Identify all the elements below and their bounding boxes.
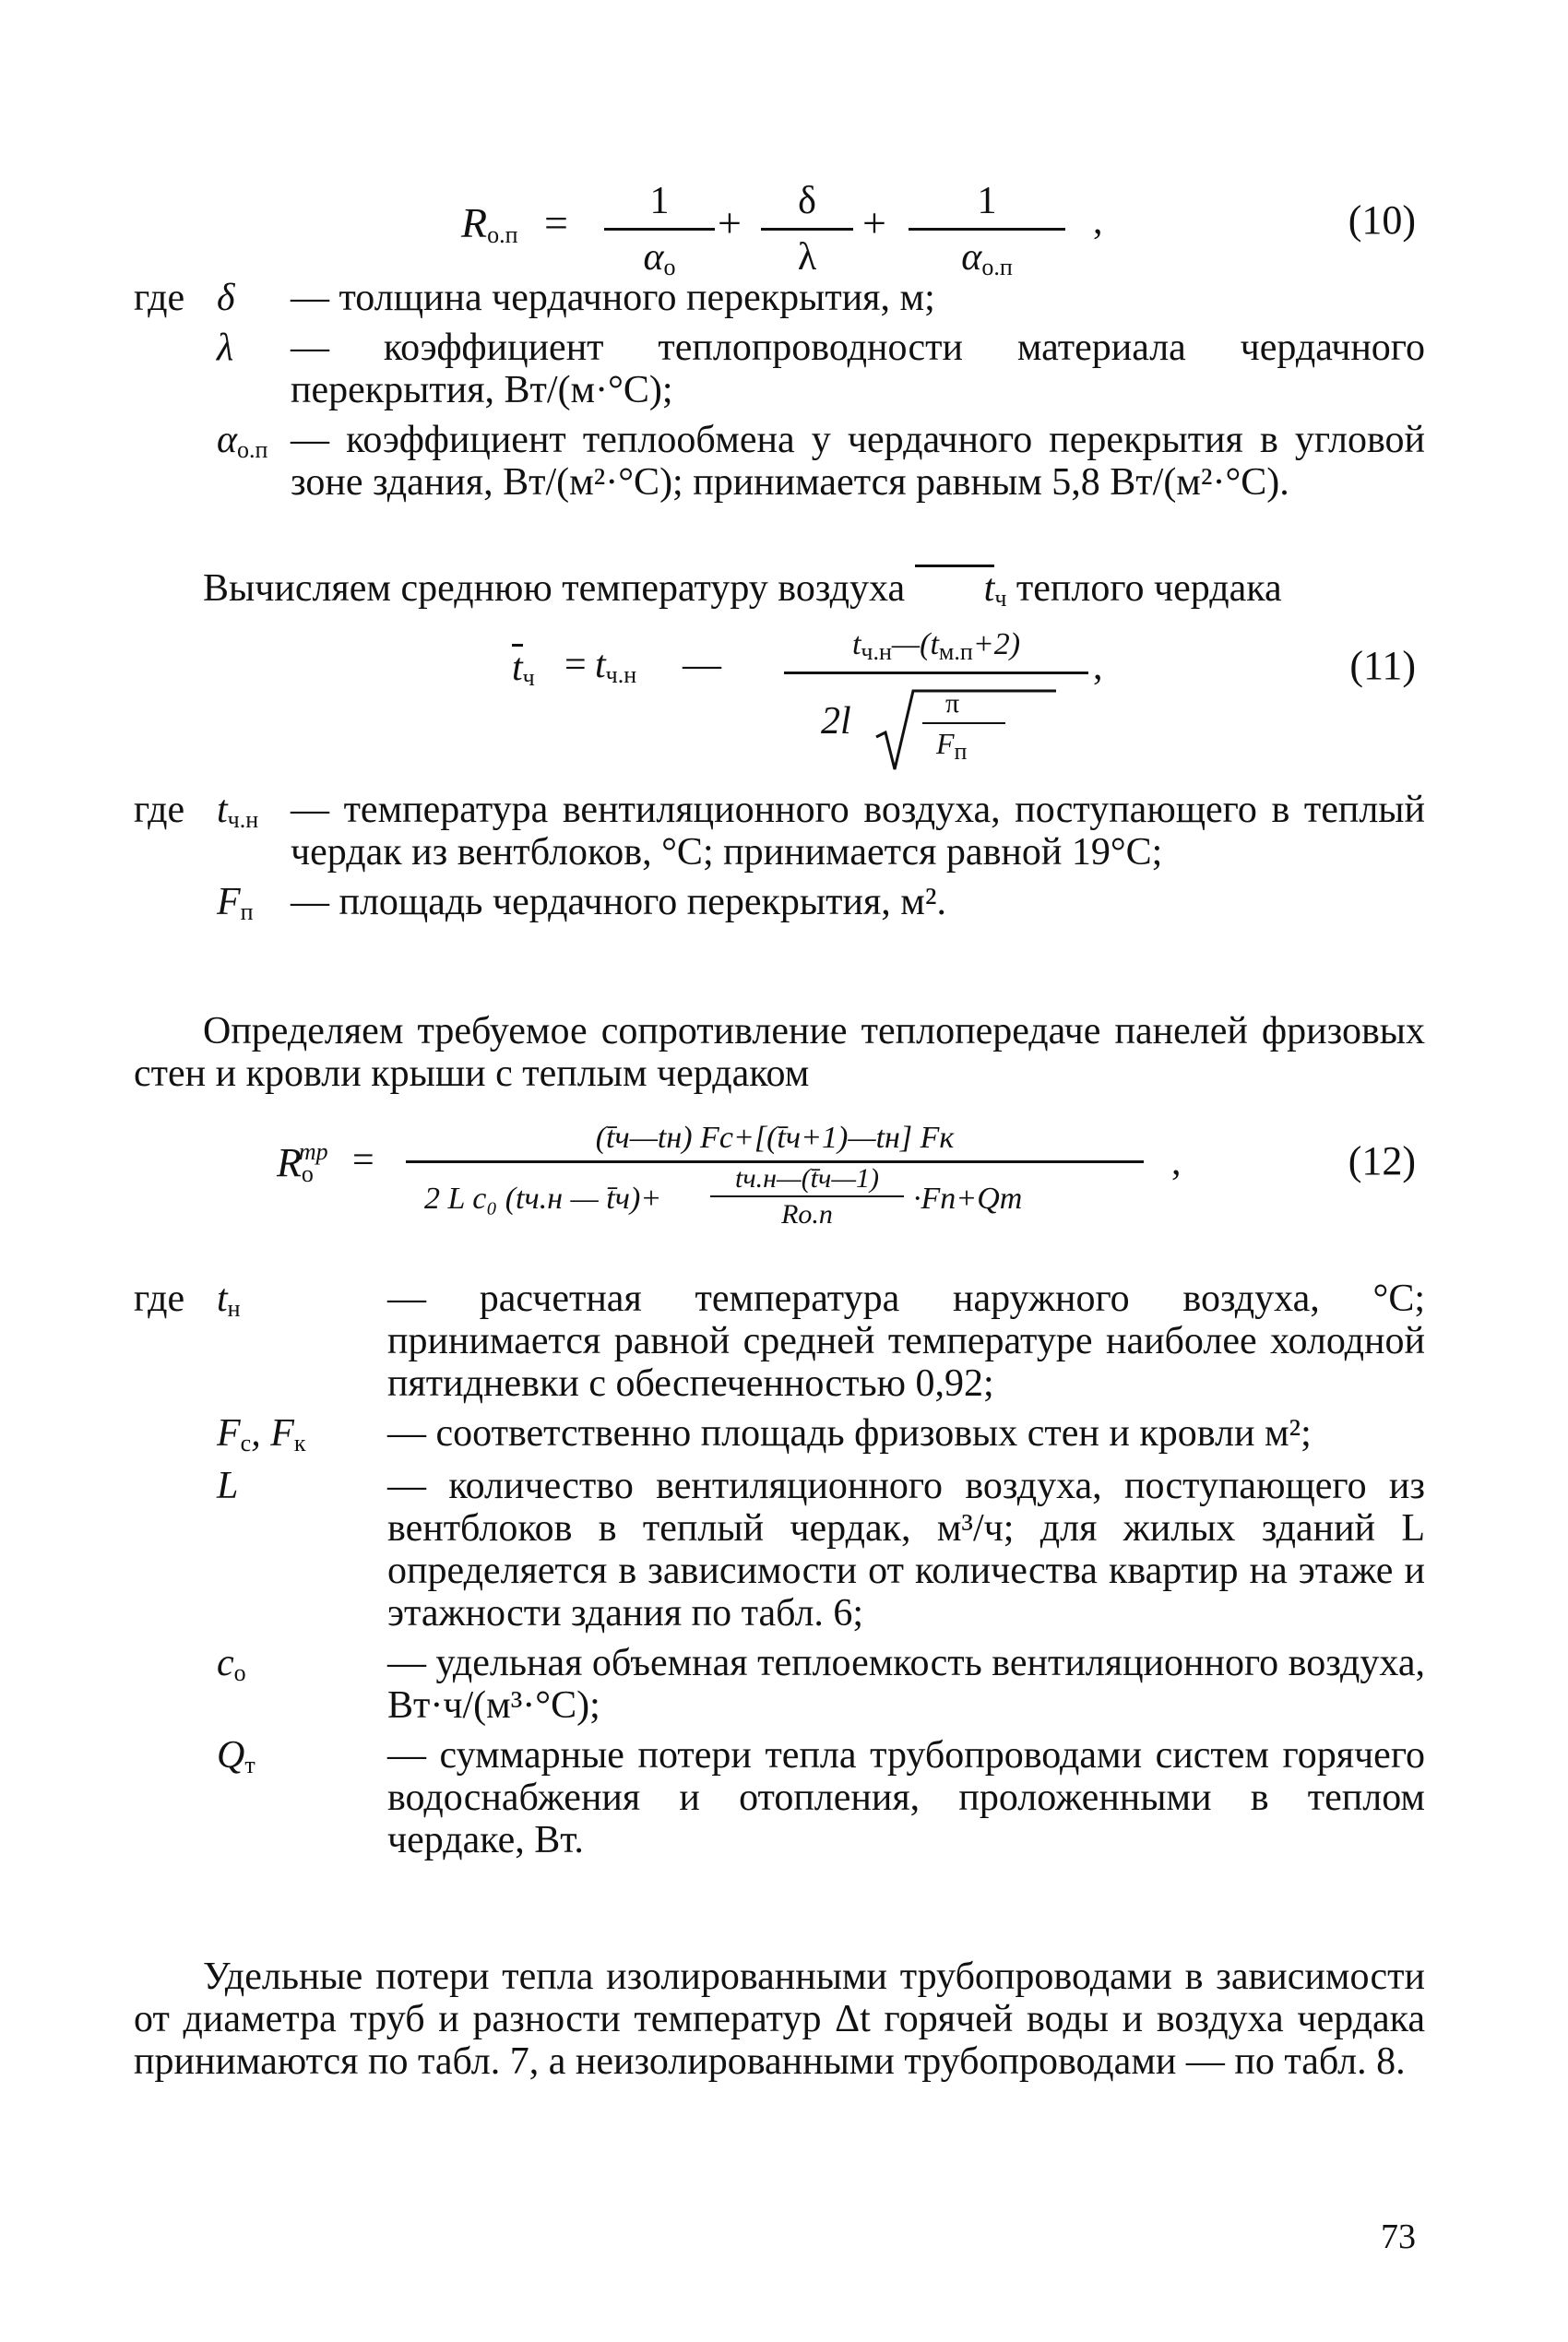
def-row: L — количество вентиляционного воздуха, поступающего из вентблоков в теплый чердак, м³/ч; для жилых зданий L определяется в зависимости от количества квартир на этаже и этажности здания по табл. 6; [217, 1464, 1425, 1635]
paragraph-3: Удельные потери тепла изолированными трубопроводами в зависимости от диаметра труб и разности температур Δt горячей воды и воздуха чердака принимаются по табл. 7, а неизолированными трубопроводами — по табл. 8. [134, 1956, 1425, 2083]
eq10-plus-2: + [862, 199, 886, 246]
definitions-eq12 [134, 1278, 1425, 1869]
eq10-plus-1: + [718, 199, 742, 246]
eq10-lhs: $R_{о.п}$ [461, 199, 518, 248]
paragraph-1: Вычисляем среднюю температуру воздуха $t_ч$ теплого чердака [134, 565, 1425, 620]
eq10-comma: , [1093, 200, 1103, 243]
eq11-number: (11) [1349, 643, 1416, 688]
def-row: где δ — толщина чердачного перекрытия, м; [134, 277, 935, 319]
eq10-number: (10) [1348, 197, 1416, 243]
def-row: $Q_т$ — суммарные потери тепла трубопроводами систем горячего водоснабжения и отопления, проложенными в теплом чердаке, Вт. [217, 1733, 1425, 1861]
eq12-fraction: (t̄ч—tн) Fс+[(t̄ч+1)—tн] Fк 2 L c₀ (tч.н — t̄ч)+ tч.н—(t̄ч—1) Rо.п ·Fп+Qт [406, 1121, 1144, 1261]
definitions-eq11 [134, 789, 1425, 933]
eq12-lhs: $R_о^{тр}$ [277, 1138, 328, 1187]
paragraph-2: Определяем требуемое сопротивление теплопередаче панелей фризовых стен и кровли крыши с теплым чердаком [134, 1010, 1425, 1095]
def-row: $F_п$ — площадь чердачного перекрытия, м². [217, 881, 946, 925]
def-row: λ — коэффициент теплопроводности материала чердачного перекрытия, Вт/(м·°С); [217, 327, 1425, 412]
eq10-equals: = [544, 199, 568, 246]
eq10-term2: $\frac{\delta}{\lambda}$ [761, 180, 853, 279]
def-row: $c_о$ — удельная объемная теплоемкость вентиляционного воздуха, Вт·ч/(м³·°С); [217, 1641, 1425, 1727]
def-row: где $t_{ч.н}$ — температура вентиляционного воздуха, поступающего в теплый чердак из вентблоков, °С; принимается равной 19°С; [134, 789, 1425, 874]
equation-11: $t_ч$ = $t_{ч.н}$ — $t_{ч.н}—(t_{м.п}+2)$ 2l π $F_п$ , (11) [0, 627, 1568, 784]
equation-12: $R_о^{тр}$ = (t̄ч—tн) Fс+[(t̄ч+1)—tн] Fк 2 L c₀ (tч.н — t̄ч)+ tч.н—(t̄ч—1) Rо.п ·Fп+Qт , (12) [0, 1121, 1568, 1278]
equation-10 [0, 180, 1568, 291]
def-row: где $t_н$ — расчетная температура наружного воздуха, °С; принимается равной средней температуре наиболее холодной пятидневки с обеспеченностью 0,92; [134, 1278, 1425, 1405]
definitions-eq10 [134, 277, 1425, 511]
eq12-number: (12) [1348, 1138, 1416, 1183]
eq10-term3: 1 $\alpha_{о.п}$ [909, 180, 1065, 281]
eq11-fraction: $t_{ч.н}—(t_{м.п}+2)$ 2l π $F_п$ [784, 627, 1088, 781]
def-row: $\alpha_{о.п}$ — коэффициент теплообмена у чердачного перекрытия в угловой зоне здания, Вт/(м²·°С); принимается равным 5,8 Вт/(м²·°С). [217, 419, 1425, 505]
eq10-term1: 1 $\alpha_о$ [604, 180, 715, 281]
def-row: $F_с$, $F_к$ — соответственно площадь фризовых стен и кровли м²; [217, 1412, 1312, 1456]
page-number: 73 [1381, 2217, 1416, 2256]
